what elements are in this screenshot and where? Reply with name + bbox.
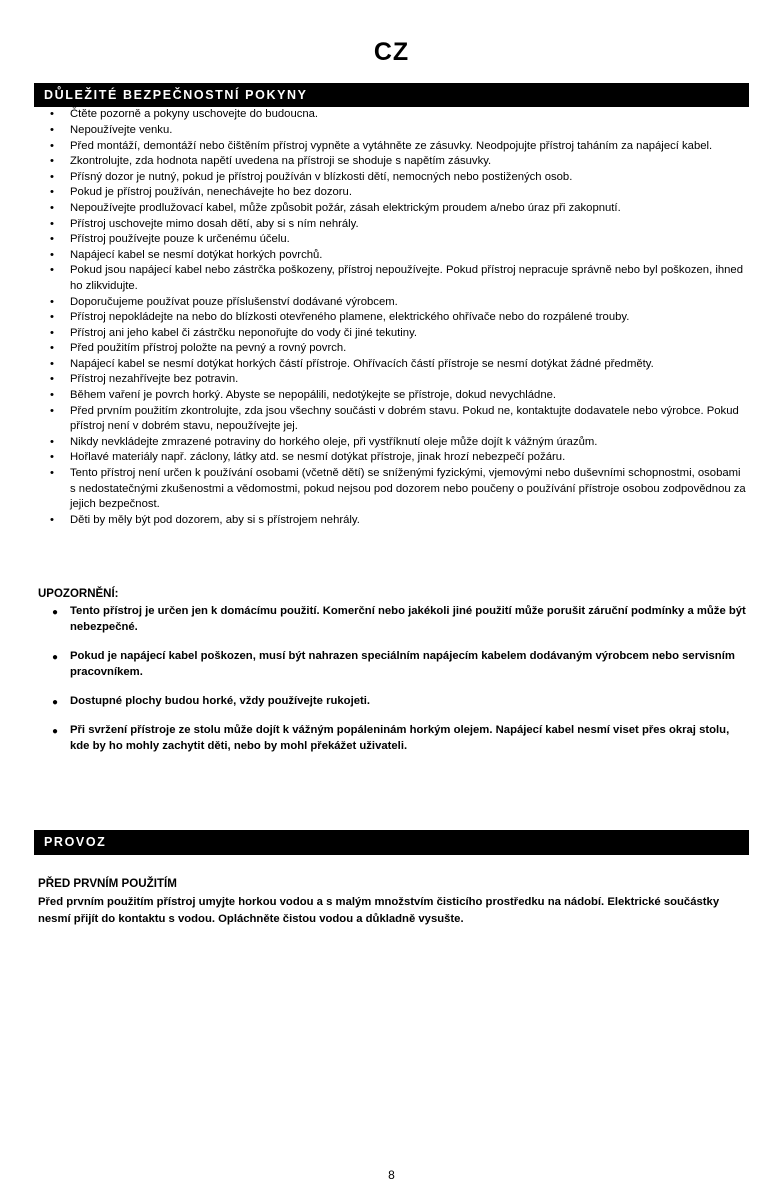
list-item [34, 248, 749, 264]
list-item-text: Napájecí kabel se nesmí dotýkat horkých povrchů. [70, 248, 323, 261]
bullet-icon: • [50, 233, 54, 246]
list-item [34, 466, 749, 513]
list-item-text: Přísný dozor je nutný, pokud je přístroj používán v blízkosti dětí, nemocných nebo postižených osob. [70, 170, 573, 183]
list-item [34, 404, 749, 435]
list-item [34, 107, 749, 123]
list-item-text: Přístroj ani jeho kabel či zástrčku neponořujte do vody či jiné tekutiny. [70, 326, 418, 339]
list-item-text: Přístroj používejte pouze k určenému účelu. [70, 233, 290, 246]
bullet-icon: • [50, 435, 54, 448]
list-item-text: Děti by měly být pod dozorem, aby si s přístrojem nehrály. [70, 513, 360, 526]
bullet-icon: • [50, 311, 54, 324]
list-item [34, 217, 749, 233]
list-item-text: Přístroj uschovejte mimo dosah dětí, aby si s ním nehrály. [70, 217, 359, 230]
bullet-icon: ● [52, 652, 59, 664]
list-item-text: Nepoužívejte venku. [70, 123, 173, 136]
warning-heading: UPOZORNĚNÍ: [38, 588, 119, 601]
list-item [34, 450, 749, 466]
list-item-text: Čtěte pozorně a pokyny uschovejte do budoucna. [70, 108, 319, 121]
safety-body [22, 107, 761, 754]
bullet-icon: • [50, 186, 54, 199]
document-page [0, 38, 783, 1202]
list-item [34, 513, 749, 529]
list-item-text: Přístroj nepokládejte na nebo do blízkosti otevřeného plamene, elektrického ohřívače nebo do rozpálené trouby. [70, 311, 630, 324]
bullet-icon: • [50, 248, 54, 261]
list-item-text: Pokud jsou napájecí kabel nebo zástrčka poškozeny, přístroj nepoužívejte. Pokud přístroj nepracuje správně nebo byl poškozen, ihned ho zlikvidujte. [70, 264, 743, 292]
list-item-text: Nikdy nevkládejte zmrazené potraviny do horkého oleje, při vystříknutí oleje může dojít k vážným úrazům. [70, 435, 598, 448]
bullet-icon: • [50, 170, 54, 183]
list-item-text: Pokud je přístroj používán, nenechávejte ho bez dozoru. [70, 186, 352, 199]
warning-list [34, 604, 749, 754]
bullet-icon: • [50, 108, 54, 121]
list-item [34, 123, 749, 139]
list-item-text: Dostupné plochy budou horké, vždy používejte rukojeti. [70, 695, 371, 708]
list-item-text: Před použitím přístroj položte na pevný a rovný povrch. [70, 342, 347, 355]
list-item-text: Před montáží, demontáží nebo čištěním přístroj vypněte a vytáhněte ze zásuvky. Neodpojujte přístroj taháním za napájecí kabel. [70, 139, 713, 152]
list-item [34, 435, 749, 451]
bullet-icon: • [50, 264, 54, 277]
operation-sub-heading: PŘED PRVNÍM POUŽITÍM [38, 876, 177, 890]
list-item-text: Nepoužívejte prodlužovací kabel, může způsobit požár, zásah elektrickým proudem a/nebo úraz při zakopnutí. [70, 201, 621, 214]
list-item [34, 723, 749, 754]
operation-body [22, 855, 761, 928]
list-item-text: Tento přístroj je určen jen k domácímu použití. Komerční nebo jakékoli jiné použití může porušit záruční podmínky a může být nebezpečné. [70, 605, 746, 633]
page-number: 8 [388, 1168, 395, 1182]
list-item [34, 139, 749, 155]
list-item-text: Před prvním použitím zkontrolujte, zda jsou všechny součásti v dobrém stavu. Pokud ne, kontaktujte dodavatele nebo výrobce. Pokud přístroj není v dobrém stavu, nepoužívejte jej. [70, 404, 739, 433]
list-item-text: Při svržení přístroje ze stolu může dojít k vážným popáleninám horkým olejem. Napájecí kabel nesmí viset přes okraj stolu, kde by ho mohly zachytit děti, nebo by mohl překážet uživateli. [70, 724, 730, 752]
list-item [34, 232, 749, 248]
list-item [34, 388, 749, 404]
list-item [34, 185, 749, 201]
list-item-text: Během vaření je povrch horký. Abyste se nepopálili, nedotýkejte se přístroje, dokud nevychládne. [70, 389, 557, 402]
list-item [34, 604, 749, 635]
list-item-text: Napájecí kabel se nesmí dotýkat horkých částí přístroje. Ohřívacích částí přístroje se nesmí dotýkat žádné předměty. [70, 357, 654, 370]
section-header-safety: DŮLEŽITÉ BEZPEČNOSTNÍ POKYNY [34, 83, 749, 107]
list-item [34, 357, 749, 373]
bullet-icon: • [50, 201, 54, 214]
list-item [34, 201, 749, 217]
bullet-icon: • [50, 123, 54, 136]
bullet-icon: ● [52, 607, 59, 619]
list-item-text: Přístroj nezahřívejte bez potravin. [70, 373, 239, 386]
bullet-icon: • [50, 373, 54, 386]
list-item [34, 295, 749, 311]
list-item [34, 372, 749, 388]
page-title: CZ [373, 38, 410, 66]
bullet-icon: • [50, 389, 54, 402]
list-item [34, 694, 749, 709]
bullet-icon: • [50, 404, 54, 417]
bullet-icon: ● [52, 697, 59, 709]
list-item [34, 310, 749, 326]
list-item [34, 326, 749, 342]
list-item [34, 170, 749, 186]
operation-paragraph: Před prvním použitím přístroj umyjte horkou vodou a s malým množstvím čisticího prostředku na nádobí. Elektrické součástky nesmí přijít do kontaktu s vodou. Opláchněte čistou vodou a důkladně vysušte. [38, 895, 720, 925]
list-item-text: Tento přístroj není určen k používání osobami (včetně dětí) se sníženými fyzickými, vjemovými nebo duševními schopnostmi, osobami s nedostatečnými zkušenostmi a vědomostmi, pokud nejsou pod dozorem nebo poučeny o používání přístroje osobou zodpovědnou za jejich bezpečnost. [70, 467, 746, 511]
bullet-icon: • [50, 342, 54, 355]
bullet-icon: • [50, 467, 54, 480]
list-item-text: Zkontrolujte, zda hodnota napětí uvedena na přístroji se shoduje s napětím zásuvky. [70, 155, 492, 168]
section-header-operation: PROVOZ [34, 830, 749, 854]
bullet-icon: ● [52, 726, 59, 738]
list-item-text: Doporučujeme používat pouze příslušenství dodávané výrobcem. [70, 295, 398, 308]
bullet-icon: • [50, 451, 54, 464]
list-item-text: Hořlavé materiály např. záclony, látky atd. se nesmí dotýkat přístroje, jinak hrozí nebezpečí požáru. [70, 451, 566, 464]
list-item [34, 263, 749, 294]
safety-list [34, 107, 749, 528]
bullet-icon: • [50, 155, 54, 168]
list-item [34, 154, 749, 170]
list-item [34, 341, 749, 357]
list-item-text: Pokud je napájecí kabel poškozen, musí být nahrazen speciálním napájecím kabelem dodávaným výrobcem nebo servisním pracovníkem. [70, 650, 735, 678]
bullet-icon: • [50, 217, 54, 230]
bullet-icon: • [50, 139, 54, 152]
bullet-icon: • [50, 326, 54, 339]
bullet-icon: • [50, 357, 54, 370]
list-item [34, 649, 749, 680]
bullet-icon: • [50, 513, 54, 526]
bullet-icon: • [50, 295, 54, 308]
